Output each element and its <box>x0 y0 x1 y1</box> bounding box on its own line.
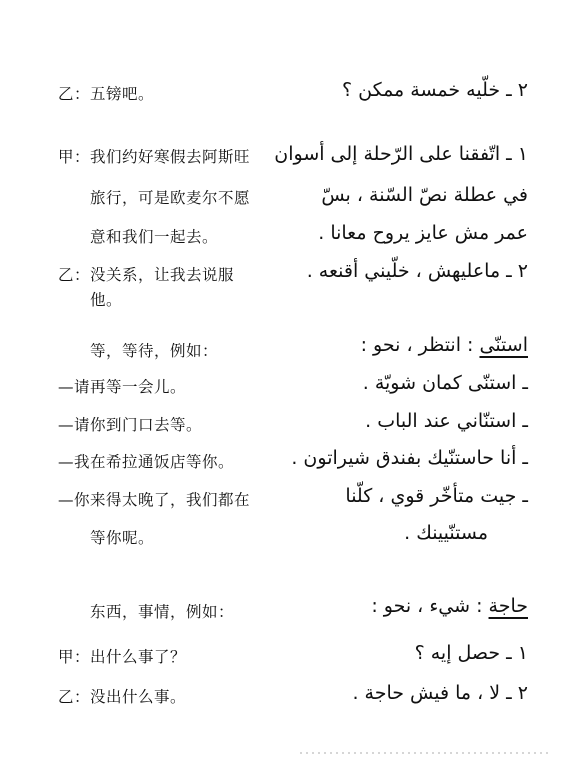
example-zh: —请再等一会儿。 <box>58 378 187 396</box>
scan-artifact <box>300 752 550 754</box>
arabic-line: في عطلة نصّ السّنة ، بسّ <box>321 184 528 206</box>
example-ar: ـ جيت متأخّر قوي ، كلّنا <box>345 485 528 507</box>
chinese-line: 意和我们一起去。 <box>90 228 219 246</box>
example-zh: —请你到门口去等。 <box>58 416 203 434</box>
section-heading-zh: 东西，事情，例如： <box>90 603 235 621</box>
example-zh: 等你呢。 <box>90 529 155 547</box>
example-zh: —我在希拉通饭店等你。 <box>58 453 235 471</box>
example-ar: مستنّيينك . <box>404 522 488 544</box>
chinese-line: 乙：五镑吧。 <box>58 85 155 103</box>
arabic-line: عمر مش عايز يروح معانا . <box>318 222 528 244</box>
heading-gloss: : شيء ، نحو : <box>371 595 489 617</box>
example-ar: ١ ـ حصل إيه ؟ <box>414 642 528 664</box>
arabic-line: ١ ـ اتّفقنا على الرّحلة إلى أسوان <box>274 143 528 165</box>
keyword: استنّى <box>479 334 528 356</box>
section-heading-zh: 等，等待，例如： <box>90 342 219 360</box>
example-ar: ـ استنّاني عند الباب . <box>365 410 528 432</box>
example-zh: 乙：没出什么事。 <box>58 688 187 706</box>
example-zh: 甲：出什么事了？ <box>58 648 187 666</box>
chinese-line: 乙：没关系，让我去说服 <box>58 266 235 284</box>
heading-gloss: : انتظر ، نحو : <box>360 334 480 356</box>
example-ar: ـ استنّى كمان شويّة . <box>362 372 528 394</box>
chinese-line: 他。 <box>90 291 123 309</box>
example-zh: —你来得太晚了，我们都在 <box>58 491 251 509</box>
example-ar: ٢ ـ لا ، ما فيش حاجة . <box>352 682 528 704</box>
section-heading-ar <box>278 333 528 357</box>
keyword: حاجة <box>488 595 528 617</box>
chinese-line: 旅行，可是欧麦尔不愿 <box>90 189 251 207</box>
example-ar: ـ أنا حاستنّيك بفندق شيراتون . <box>291 447 528 469</box>
arabic-line: ٢ ـ خلّيه خمسة ممكن ؟ <box>341 79 528 101</box>
chinese-line: 甲：我们约好寒假去阿斯旺 <box>58 148 251 166</box>
arabic-line: ٢ ـ ماعليهش ، خلّيني أقنعه . <box>306 260 528 282</box>
section-heading-ar <box>278 594 528 618</box>
